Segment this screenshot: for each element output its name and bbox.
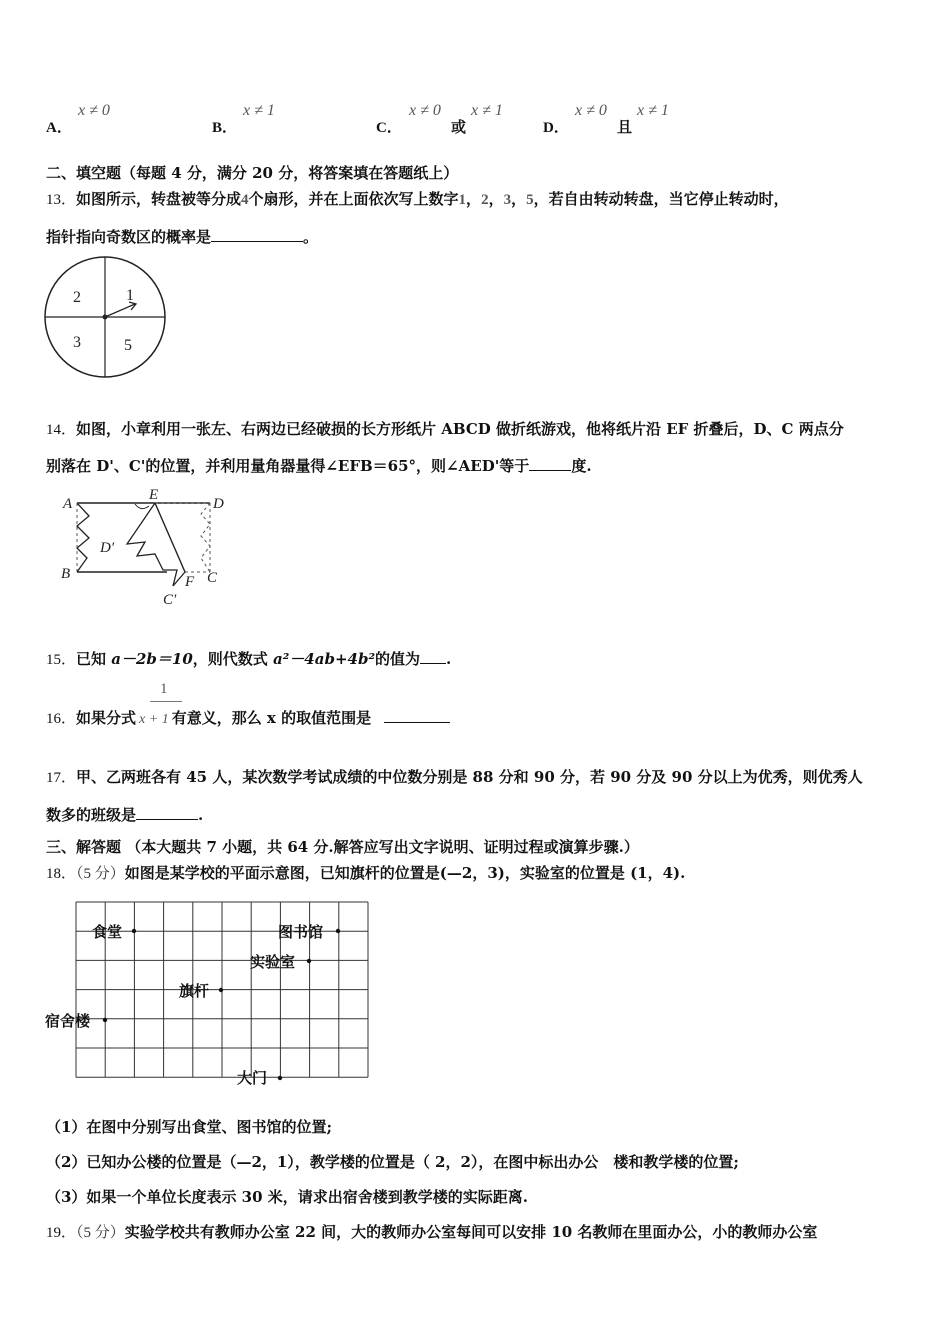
q17-line2 <box>46 804 203 825</box>
right-torn-edge-dashed <box>201 503 210 572</box>
point-canteen <box>132 929 136 933</box>
section3-heading: 三、解答题 （本大题共 7 小题，共 64 分.解答应写出文字说明、证明过程或演算步骤.） <box>46 838 639 856</box>
option-a-letter: A． <box>46 120 72 136</box>
section2-heading: 二、填空题（每题 4 分，满分 20 分，将答案填在答题纸上） <box>46 164 459 182</box>
q13-sep1: ， <box>466 190 482 208</box>
q17-line2-text: 数多的班级是 <box>46 806 137 824</box>
q16-answer-blank[interactable] <box>384 708 450 723</box>
q14-line2 <box>46 455 592 476</box>
q13-text-b: 个扇形，并在上面依次写上数字 <box>248 190 459 208</box>
spinner-figure <box>40 252 172 384</box>
label-D-prime: D′ <box>100 540 115 556</box>
option-a-expr: x ≠ 0 <box>78 102 110 119</box>
point-lab <box>307 959 311 963</box>
q13-text-c: ，若自由转动转盘，当它停止转动时， <box>533 190 789 208</box>
q16-denominator: x + 1 <box>139 712 169 727</box>
q15-expression: a²－4ab+4b² <box>273 650 376 668</box>
label-C: C <box>207 570 218 586</box>
q14-line1-text: 如图，小章利用一张左、右两边已经破损的长方形纸片 ABCD 做折纸游戏，他将纸片沿 EF 折叠后，D、C 两点分 <box>76 420 844 438</box>
map-label-dorm: 宿舍楼 <box>45 1014 91 1030</box>
q14-line2-end: 度. <box>571 457 592 475</box>
option-c-expr2: x ≠ 1 <box>471 102 503 119</box>
map-label-flagpole: 旗杆 <box>179 984 210 1000</box>
option-c-letter: C． <box>376 120 402 136</box>
q18-score: （5 分） <box>76 866 125 882</box>
map-label-lab: 实验室 <box>250 955 296 971</box>
point-library <box>336 929 340 933</box>
q13-answer-blank[interactable] <box>211 227 303 242</box>
spinner-pointer <box>105 304 135 317</box>
label-A: A <box>63 496 73 512</box>
spinner-label-1: 1 <box>126 287 134 304</box>
left-torn-edge <box>77 503 89 572</box>
label-C-prime: C′ <box>163 592 177 608</box>
angle-mark <box>135 504 149 509</box>
label-D: D <box>213 496 224 512</box>
q17-end: . <box>198 806 204 824</box>
option-c-expr1: x ≠ 0 <box>409 102 441 119</box>
q15-end: . <box>446 650 452 668</box>
q17-line1 <box>46 766 863 787</box>
q15-line <box>46 648 451 669</box>
school-map-grid <box>40 898 380 1088</box>
label-F: F <box>185 574 195 590</box>
q13-n4: 4 <box>241 192 249 208</box>
q16-numerator: 1 <box>160 681 168 697</box>
q18-line <box>46 862 685 883</box>
q19-score: （5 分） <box>76 1225 125 1241</box>
q13-sep3: ， <box>511 190 527 208</box>
label-B: B <box>61 566 71 582</box>
option-d-expr1: x ≠ 0 <box>575 102 607 119</box>
q19-text: 实验学校共有教师办公室 22 间，大的教师办公室每间可以安排 10 名教师在里面办公，小的教师办公室 <box>124 1223 818 1241</box>
q17-number: 17． <box>46 770 77 786</box>
q15-number: 15． <box>46 652 77 668</box>
q17-line1-text: 甲、乙两班各有 45 人，某次数学考试成绩的中位数分别是 88 分和 90 分，若 90 分及 90 分以上为优秀，则优秀人 <box>76 768 863 786</box>
option-b-letter: B． <box>212 120 238 136</box>
q13-sep2: ， <box>488 190 504 208</box>
q17-answer-blank[interactable] <box>136 805 198 820</box>
q16-text-b: 有意义，那么 x 的取值范围是 <box>171 709 372 727</box>
q16-number: 16． <box>46 711 77 727</box>
q18-sub1: （1）在图中分别写出食堂、图书馆的位置; <box>46 1118 332 1136</box>
q14-line2-text: 别落在 D'、C'的位置，并利用量角器量得∠EFB＝65°，则∠AED'等于 <box>46 457 530 475</box>
q18-text: 如图是某学校的平面示意图，已知旗杆的位置是(—2，3)，实验室的位置是 (1，4). <box>124 864 686 882</box>
option-d-letter: D． <box>543 120 569 136</box>
folded-flap <box>127 503 185 586</box>
q15-condition: a－2b＝10 <box>111 650 193 668</box>
option-d-joiner: 且 <box>617 118 633 136</box>
q19-line <box>46 1221 817 1242</box>
q13-end: 。 <box>303 228 319 246</box>
point-dorm <box>103 1018 107 1022</box>
q13-number: 13． <box>46 192 77 208</box>
q15-text-c: 的值为 <box>375 650 421 668</box>
option-b-expr: x ≠ 1 <box>243 102 275 119</box>
map-label-gate: 大门 <box>237 1071 268 1087</box>
q14-line1 <box>46 418 844 439</box>
q13-n2: 2 <box>481 192 489 208</box>
q13-n3: 3 <box>503 192 512 208</box>
q16-text-a: 如果分式 <box>76 709 137 727</box>
q15-text-a: 已知 <box>76 650 112 668</box>
q18-sub3: （3）如果一个单位长度表示 30 米，请求出宿舍楼到教学楼的实际距离. <box>46 1188 528 1206</box>
q13-line2 <box>46 226 318 247</box>
q13-line1 <box>46 188 789 209</box>
q19-number: 19． <box>46 1225 77 1241</box>
q15-answer-blank[interactable] <box>420 649 446 664</box>
q16-fraction-bar <box>150 701 182 702</box>
point-gate <box>278 1076 282 1080</box>
q18-number: 18． <box>46 866 77 882</box>
q18-sub2: （2）已知办公楼的位置是（—2，1），教学楼的位置是（ 2，2），在图中标出办公 楼和教学楼的位置; <box>46 1153 739 1171</box>
map-label-canteen: 食堂 <box>92 925 123 941</box>
point-flagpole <box>219 988 223 992</box>
spinner-label-3: 3 <box>73 334 81 351</box>
fold-figure <box>55 482 235 610</box>
q15-text-b: ，则代数式 <box>192 650 274 668</box>
option-d-expr2: x ≠ 1 <box>637 102 669 119</box>
q13-line2-text: 指针指向奇数区的概率是 <box>46 228 212 246</box>
spinner-label-5: 5 <box>124 337 132 354</box>
label-E: E <box>149 487 159 503</box>
map-label-library: 图书馆 <box>278 925 324 941</box>
q16-line <box>46 707 450 728</box>
spinner-label-2: 2 <box>73 289 81 306</box>
q13-text-a: 如图所示，转盘被等分成 <box>76 190 242 208</box>
q14-answer-blank[interactable] <box>529 456 571 471</box>
option-c-joiner: 或 <box>451 118 467 136</box>
q13-n5: 5 <box>526 192 534 208</box>
q14-number: 14． <box>46 422 77 438</box>
q13-n1: 1 <box>458 192 467 208</box>
